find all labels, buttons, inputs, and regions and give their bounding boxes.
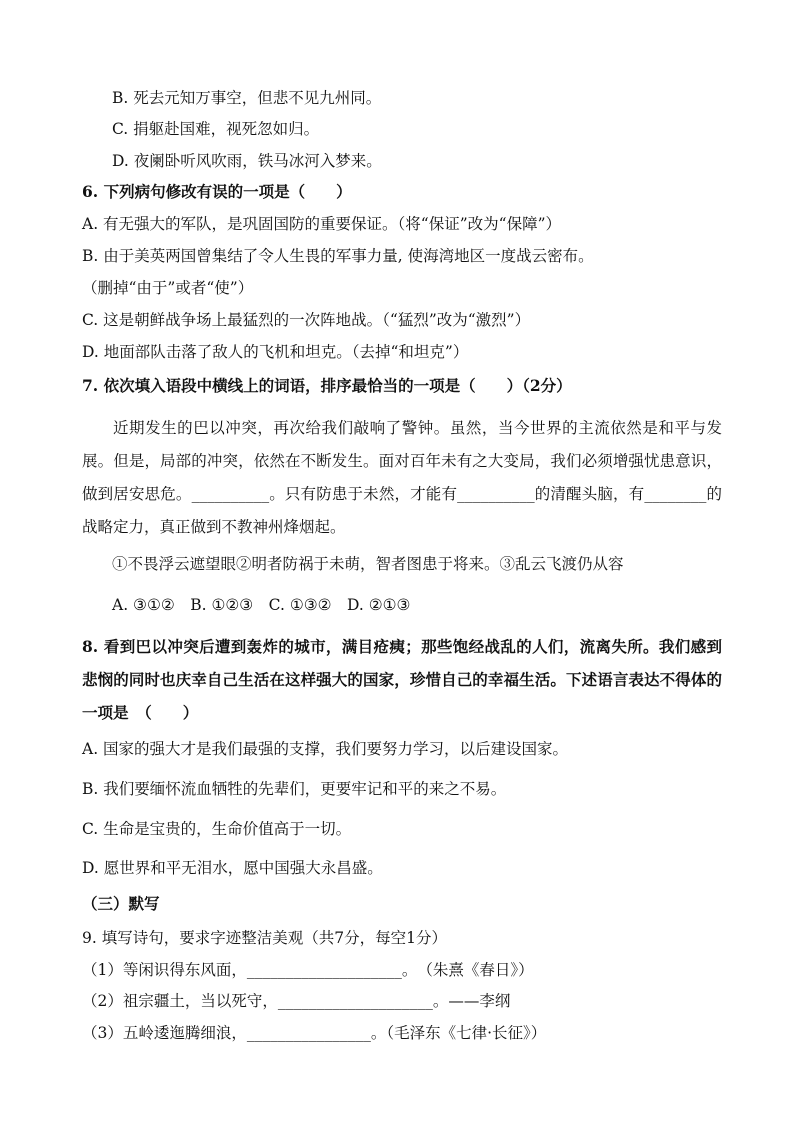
q8-stem: 8. 看到巴以冲突后遭到轰炸的城市，满目疮痍；那些饱经战乱的人们，流离失所。我们感到悲悯的同时也庆幸自己生活在这样强大的国家，珍惜自己的幸福生活。下述语言表达不得体的一项是 （ ） bbox=[82, 637, 722, 722]
q9-stem: 9. 填写诗句，要求字迹整洁美观（共7分，每空1分） bbox=[82, 929, 447, 947]
q8-option-a: A. 国家的强大才是我们最强的支撑，我们要努力学习，以后建设国家。 bbox=[82, 740, 569, 758]
section-title: （三）默写 bbox=[82, 894, 160, 913]
q6-option-b-note: （删掉“由于”或者“使”） bbox=[82, 279, 254, 297]
q9-item-2: （2）祖宗疆土，当以死守，____________________。——李纲 bbox=[82, 992, 511, 1010]
q5-option-b: B. 死去元知万事空，但悲不见九州同。 bbox=[112, 89, 382, 107]
q8-option-d: D. 愿世界和平无泪水，愿中国强大永昌盛。 bbox=[82, 859, 383, 877]
q6-option-c: C. 这是朝鲜战争场上最猛烈的一次阵地战。（“猛烈”改为“激烈”） bbox=[82, 311, 531, 329]
q9-item-3: （3）五岭逶迤腾细浪，________________。（毛泽东《七律·长征》） bbox=[82, 1024, 547, 1042]
q8-option-b: B. 我们要缅怀流血牺牲的先辈们，更要牢记和平的来之不易。 bbox=[82, 780, 507, 798]
q5-option-d: D. 夜阑卧听风吹雨，铁马冰河入梦来。 bbox=[112, 152, 382, 170]
q9-item-1: （1）等闲识得东风面，____________________。 （朱熹《春日》） bbox=[82, 961, 534, 979]
q7-choices: ①不畏浮云遮望眼②明者防祸于未萌，智者图患于将来。③乱云飞渡仍从容 bbox=[112, 555, 624, 573]
q6-stem: 6. 下列病句修改有误的一项是（ ） bbox=[82, 182, 352, 201]
q6-option-d: D. 地面部队击落了敌人的飞机和坦克。（去掉“和坦克”） bbox=[82, 343, 469, 361]
q6-option-a: A. 有无强大的军队，是巩固国防的重要保证。（将“保证”改为“保障”） bbox=[82, 215, 561, 233]
q5-option-c: C. 捐躯赴国难，视死忽如归。 bbox=[112, 120, 320, 138]
q7-stem: 7. 依次填入语段中横线上的词语，排序最恰当的一项是（ ）（2分） bbox=[82, 376, 572, 395]
q7-passage: 近期发生的巴以冲突，再次给我们敲响了警钟。虽然，当今世界的主流依然是和平与发展。但是，局部的冲突，依然在不断发生。面对百年未有之大变局，我们必须增强忧患意识，做到居安思危。__________。只有防患于未然，才能有__________的清醒头脑，有________的战略定力，真正做到不教神州烽烟起。 bbox=[82, 419, 722, 536]
q7-options: A. ③①② B. ①②③ C. ①③② D. ②①③ bbox=[112, 596, 411, 614]
q8-option-c: C. 生命是宝贵的，生命价值高于一切。 bbox=[82, 820, 352, 838]
q6-option-b: B. 由于美英两国曾集结了令人生畏的军事力量, 使海湾地区一度战云密布。 bbox=[82, 247, 594, 265]
